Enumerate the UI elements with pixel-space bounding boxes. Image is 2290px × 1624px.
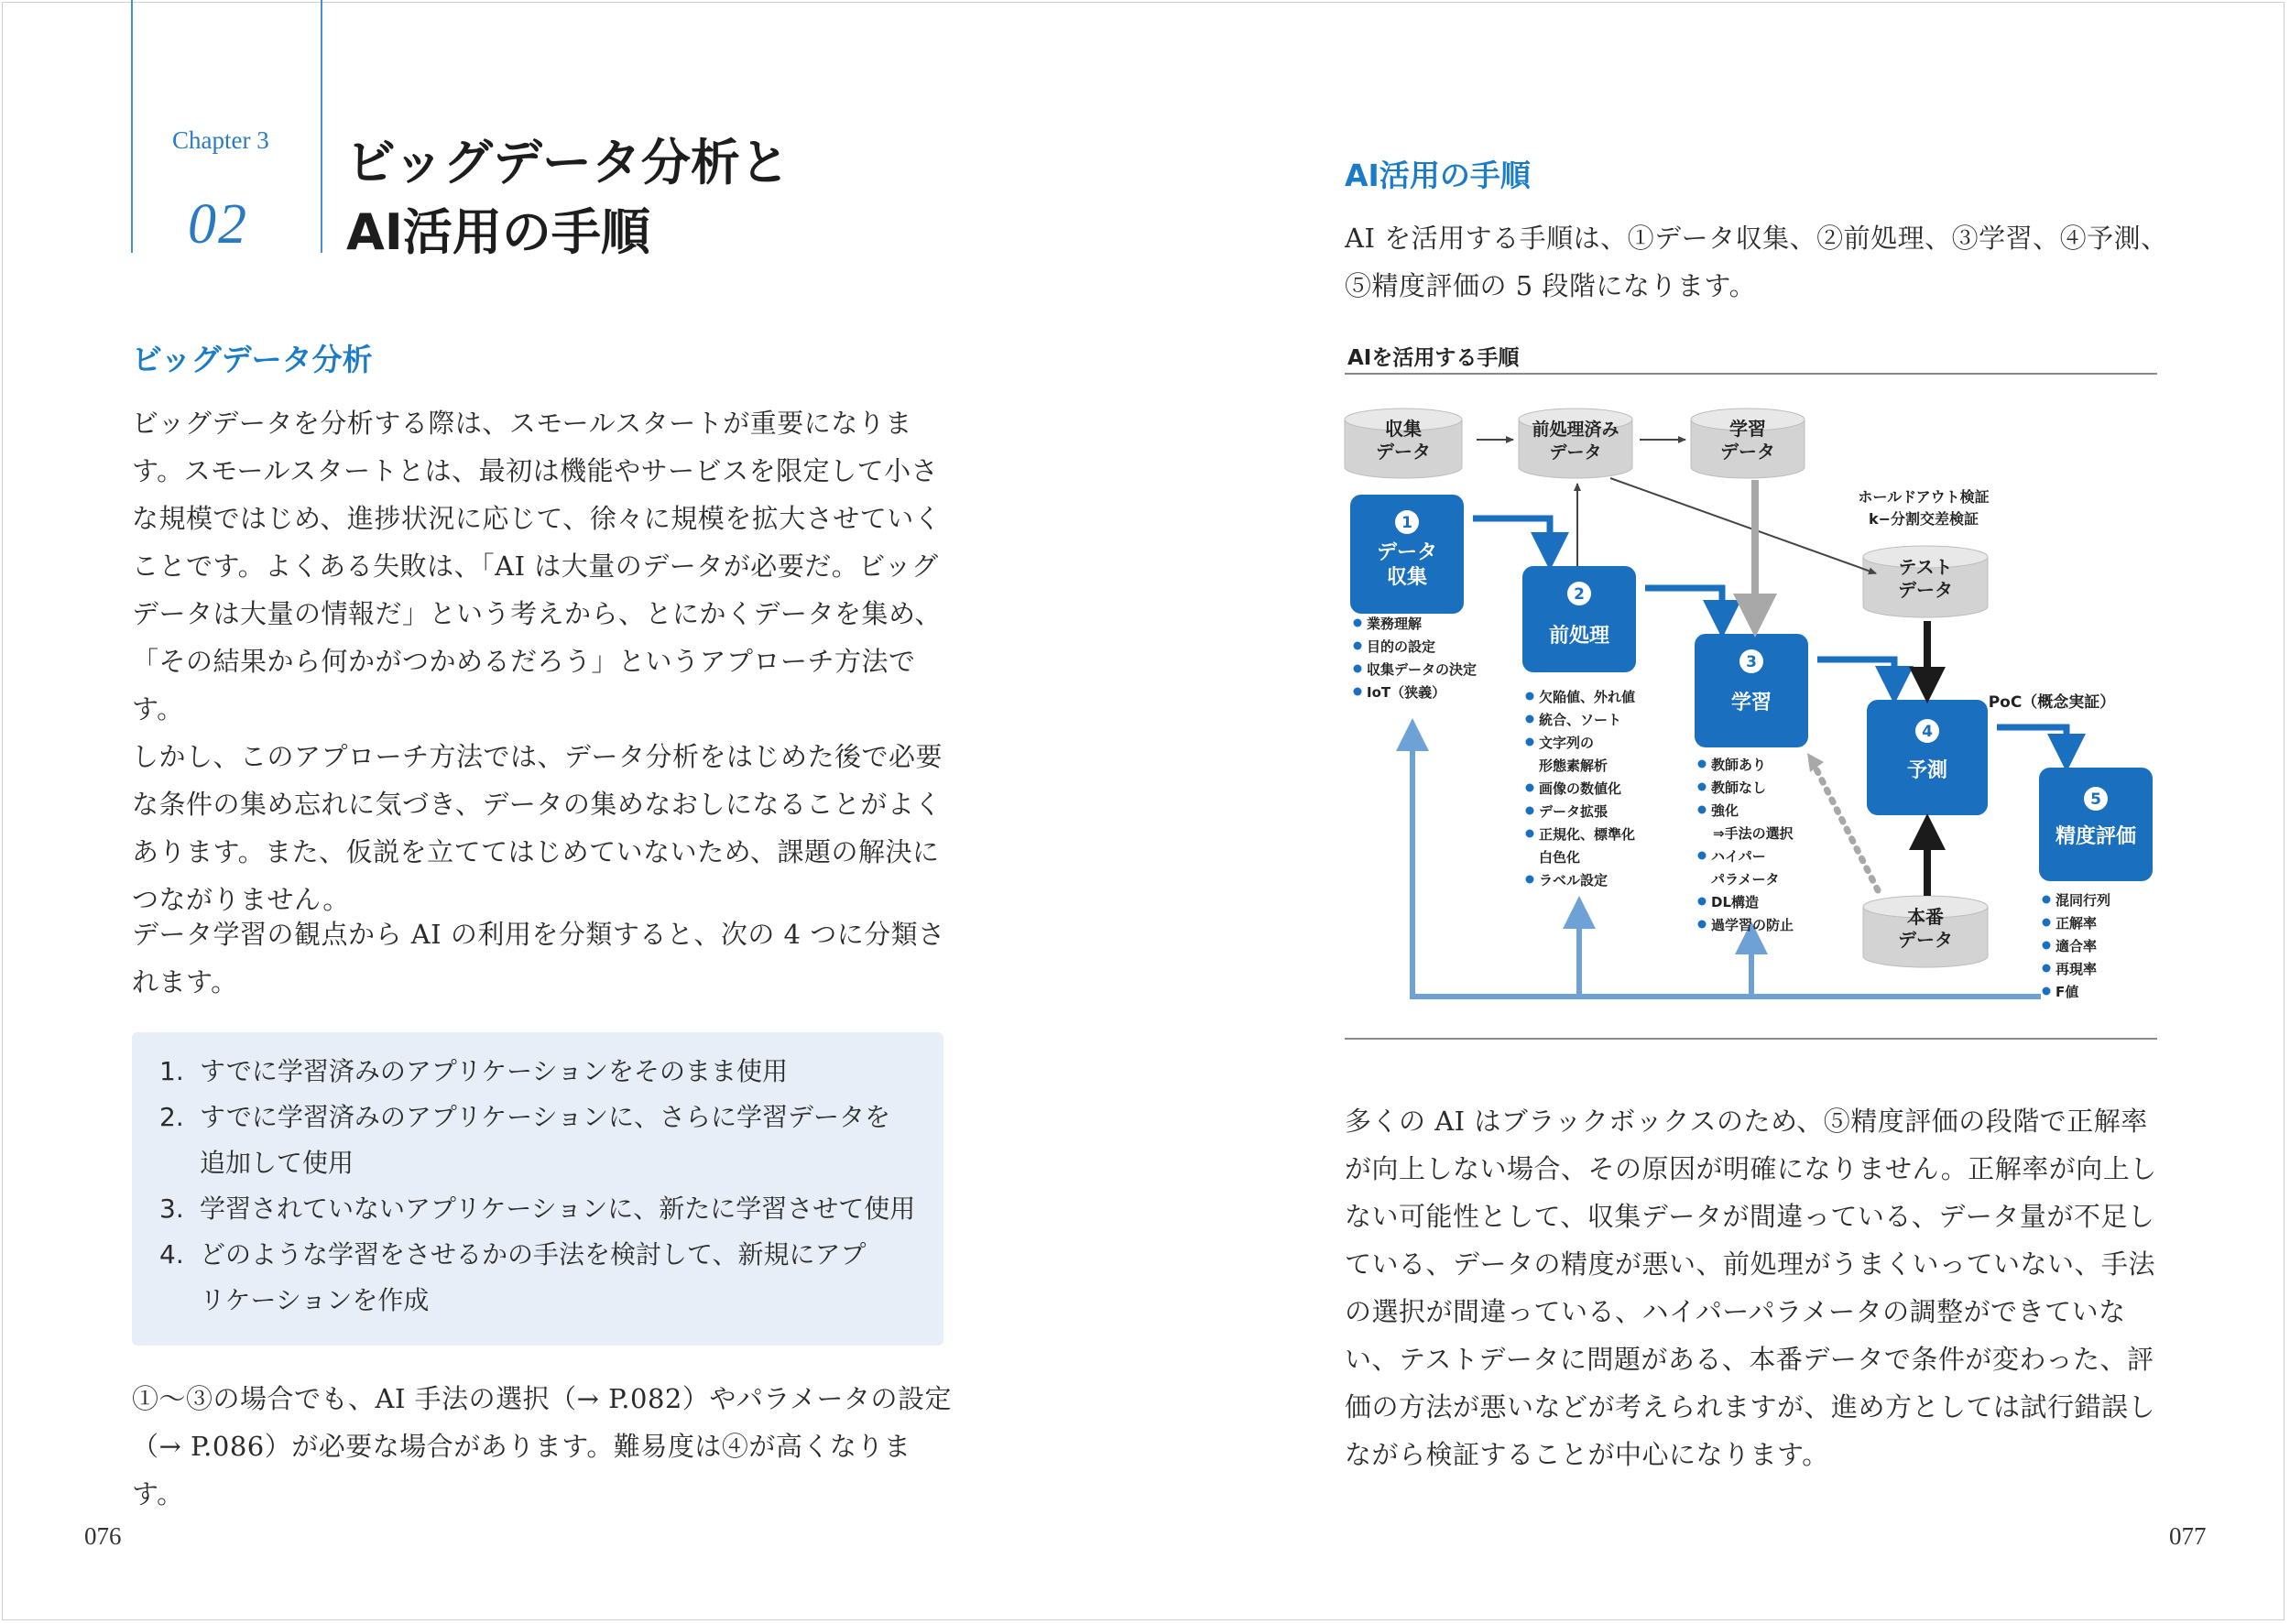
- figure-title: AIを活用する手順: [1347, 346, 1520, 370]
- step1-bullets: [1354, 616, 1478, 701]
- step-5-evaluation: [2039, 768, 2153, 881]
- bullet-text: 強化: [1711, 802, 1739, 819]
- arrow-step3-to-step4: [1817, 659, 1894, 685]
- step-1-data-collection: [1350, 495, 1464, 614]
- list-item: [159, 1186, 929, 1232]
- bullet-text: 教師あり: [1711, 757, 1767, 773]
- bullet-text: 画像の数値化: [1539, 780, 1622, 797]
- cyl-label: データ: [1898, 579, 1953, 601]
- cylinder-collected-data: [1345, 409, 1462, 478]
- step-4-prediction: [1867, 700, 1988, 815]
- section-heading-ai-procedure: AI活用の手順: [1345, 158, 1531, 193]
- arrow-step1-to-step2: [1473, 518, 1550, 551]
- page-number-left: 076: [84, 1522, 122, 1550]
- step-label: 前処理: [1548, 625, 1610, 648]
- page-number-right: 077: [2169, 1522, 2207, 1550]
- bullet-text: パラメータ: [1711, 871, 1780, 888]
- cyl-label: 学習: [1729, 418, 1766, 440]
- step-3-learning: [1695, 634, 1808, 747]
- bullet-text: 目的の設定: [1367, 638, 1436, 655]
- text-line: ながら検証することが中心になります。: [1345, 1439, 1829, 1470]
- bullet-text: 統合、ソート: [1539, 712, 1622, 728]
- bullet-text: 過学習の防止: [1711, 917, 1794, 933]
- cylinder-training-data: [1691, 409, 1805, 478]
- figure-top-rule: [1345, 373, 2157, 375]
- title-line-2: AI活用の手順: [346, 203, 650, 261]
- list-item: [159, 1232, 929, 1324]
- bullet-text: 正規化、標準化: [1539, 826, 1636, 843]
- list-line: 追加して使用: [200, 1148, 354, 1178]
- list-line: どのような学習をさせるかの手法を検討して、新規にアプ: [200, 1239, 867, 1270]
- text-line: な規模ではじめ、進捗状況に応じて、徐々に規模を拡大させていく: [132, 503, 942, 534]
- list-number: 4.: [159, 1239, 184, 1270]
- text-line: ビッグデータを分析する際は、スモールスタートが重要になりま: [132, 408, 912, 439]
- text-line: の選択が間違っている、ハイパーパラメータの調整ができていな: [1345, 1296, 2126, 1327]
- page-title: [346, 128, 790, 267]
- text-line: 「その結果から何かがつかめるだろう」というアプローチ方法です。: [132, 646, 916, 725]
- ai-procedure-diagram: [1337, 394, 2162, 1017]
- text-line: ない可能性として、収集データが間違っている、データ量が不足し: [1345, 1201, 2155, 1232]
- bullet-text: ラベル設定: [1539, 872, 1608, 888]
- list-number: 2.: [159, 1102, 184, 1132]
- cyl-label: データ: [1549, 442, 1602, 463]
- text-line: 多くの AI はブラックボックスのため、⑤精度評価の段階で正解率: [1345, 1106, 2148, 1137]
- step-label: 予測: [1906, 759, 1948, 782]
- step-number: 4: [1922, 723, 1933, 741]
- step-2-preprocessing: [1522, 566, 1636, 672]
- arrow-step4-to-step5: [1997, 727, 2066, 753]
- text-line: ⑤精度評価の 5 段階になります。: [1345, 270, 1757, 301]
- bullet-text: 混同行列: [2056, 892, 2111, 909]
- usage-list: [159, 1049, 929, 1324]
- usage-list-box: [132, 1032, 943, 1346]
- step3-bullets: [1698, 757, 1794, 933]
- bullet-text: 文字列の: [1539, 735, 1595, 751]
- text-line: ことです。よくある失敗は、「AI は大量のデータが必要だ。ビッグ: [132, 550, 939, 582]
- cyl-label: データ: [1898, 929, 1953, 951]
- bullet-text: ハイパー: [1711, 848, 1766, 865]
- bullet-text: 適合率: [2056, 938, 2098, 954]
- step2-bullets: [1526, 689, 1636, 888]
- list-text: [200, 1232, 866, 1324]
- step-label: 学習: [1730, 692, 1772, 714]
- cylinder-production-data: [1863, 896, 1988, 967]
- cylinder-test-data: [1863, 546, 1988, 617]
- list-number: 1.: [159, 1056, 184, 1086]
- text-line: つながりません。: [132, 884, 350, 915]
- bullet-text: 白色化: [1539, 849, 1581, 866]
- list-item: [159, 1049, 929, 1095]
- list-text: [200, 1095, 890, 1186]
- section-heading-bigdata: ビッグデータ分析: [132, 342, 373, 377]
- text-line: れます。: [132, 966, 238, 997]
- arrow-step2-to-step3: [1645, 588, 1722, 619]
- bullet-text: 欠陥値、外れ値: [1539, 689, 1636, 705]
- text-line: データ学習の観点から AI の利用を分類すると、次の 4 つに分類さ: [132, 919, 945, 950]
- cyl-label: 本番: [1907, 906, 1944, 928]
- list-line: すでに学習済みのアプリケーションに、さらに学習データを: [200, 1102, 891, 1132]
- step-number: 1: [1401, 514, 1412, 532]
- bullet-text: データ拡張: [1539, 803, 1608, 820]
- text-line: 価の方法が悪いなどが考えられますが、進め方としては試行錯誤し: [1345, 1391, 2156, 1422]
- figure-bottom-rule: [1345, 1038, 2157, 1040]
- text-line: ている、データの精度が悪い、前処理がうまくいっていない、手法: [1345, 1248, 2156, 1280]
- list-line: すでに学習済みのアプリケーションをそのまま使用: [200, 1056, 789, 1086]
- list-line: 学習されていないアプリケーションに、新たに学習させて使用: [200, 1193, 916, 1224]
- bullet-text: DL構造: [1711, 894, 1760, 910]
- bullet-text: 正解率: [2056, 915, 2098, 932]
- list-text: [200, 1049, 788, 1095]
- list-text: [200, 1186, 915, 1232]
- list-line: リケーションを作成: [200, 1285, 430, 1315]
- list-item: [159, 1095, 929, 1186]
- step-label: データ: [1376, 541, 1438, 564]
- step-number: 5: [2090, 790, 2101, 809]
- cyl-label: 前処理済み: [1532, 420, 1619, 440]
- text-line: な条件の集め忘れに気づき、データの集めなおしになることがよく: [132, 789, 942, 820]
- text-line: す。スモールスタートとは、最初は機能やサービスを限定して小さ: [132, 455, 939, 486]
- kfold-label: k−分割交差検証: [1868, 510, 1979, 528]
- chapter-number: 02: [188, 193, 248, 256]
- arrow-to-test-data: [1610, 478, 1876, 573]
- left-paragraph-2: [132, 910, 956, 1006]
- cyl-label: データ: [1376, 441, 1431, 463]
- right-intro: [1345, 214, 2169, 310]
- bullet-text: ⇒手法の選択: [1713, 825, 1794, 842]
- bullet-text: F値: [2056, 984, 2079, 1000]
- left-paragraph-1: [132, 399, 956, 923]
- cyl-label: 収集: [1385, 418, 1422, 440]
- step-label: 収集: [1386, 566, 1428, 589]
- bullet-text: 業務理解: [1367, 616, 1423, 632]
- text-line: AI を活用する手順は、①データ収集、②前処理、③学習、④予測、: [1345, 223, 2168, 254]
- text-line: あります。また、仮説を立ててはじめていないため、課題の解決に: [132, 836, 940, 867]
- chapter-label: Chapter 3: [172, 126, 269, 154]
- text-line: （→ P.086）が必要な場合があります。難易度は④が高くなります。: [132, 1431, 911, 1510]
- text-line: が向上しない場合、その原因が明確になりません。正解率が向上し: [1345, 1153, 2157, 1184]
- list-number: 3.: [159, 1193, 184, 1224]
- step-number: 2: [1574, 585, 1585, 604]
- text-line: い、テストデータに問題がある、本番データで条件が変わった、評: [1345, 1344, 2154, 1375]
- cyl-label: データ: [1720, 441, 1775, 463]
- title-line-1: ビッグデータ分析と: [346, 134, 790, 191]
- step5-bullets: [2043, 892, 2111, 1000]
- bullet-text: 教師なし: [1711, 779, 1767, 796]
- text-line: データは大量の情報だ」という考えから、とにかくデータを集め、: [132, 598, 942, 629]
- bullet-text: 収集データの決定: [1367, 661, 1478, 678]
- right-paragraph: [1345, 1097, 2169, 1478]
- step-number: 3: [1746, 653, 1757, 671]
- text-line: ①～③の場合でも、AI 手法の選択（→ P.082）やパラメータの設定: [132, 1383, 952, 1414]
- left-paragraph-3: [132, 1375, 956, 1518]
- bullet-text: 再現率: [2056, 961, 2098, 977]
- bullet-text: 形態素解析: [1539, 758, 1608, 774]
- poc-label: PoC（概念実証）: [1988, 693, 2116, 712]
- holdout-label: ホールドアウト検証: [1858, 488, 1990, 506]
- step-label: 精度評価: [2055, 825, 2137, 848]
- text-line: しかし、このアプローチ方法では、データ分析をはじめた後で必要: [132, 741, 943, 772]
- bullet-text: IoT（狭義）: [1367, 684, 1446, 701]
- cylinder-preprocessed-data: [1519, 409, 1632, 478]
- cyl-label: テスト: [1898, 556, 1953, 578]
